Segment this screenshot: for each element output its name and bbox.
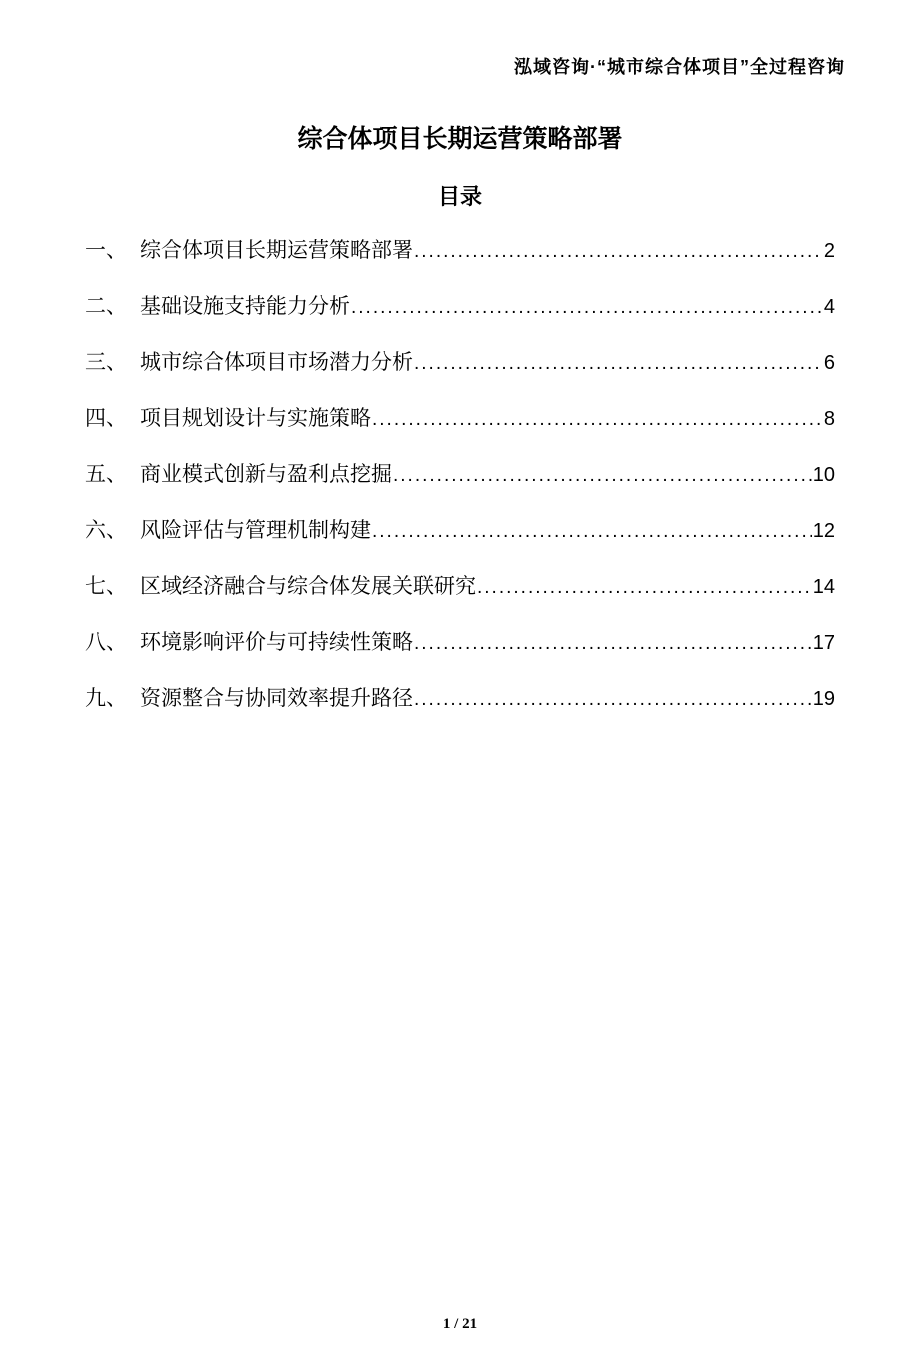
toc-entry-label: 基础设施支持能力分析 [140,294,350,318]
toc-entry[interactable] [85,517,835,545]
document-page [0,57,920,1359]
document-title: 综合体项目长期运营策略部署 [297,125,623,153]
toc-entry-label: 资源整合与协同效率提升路径 [140,686,413,710]
toc-entry-page: 14 [812,576,835,598]
page-header-text: 泓域咨询·“城市综合体项目”全过程咨询 [514,57,845,77]
toc-entry-number: 六、 [85,518,127,542]
toc-entry-page: 10 [812,464,835,486]
toc-leader-dots [351,293,823,321]
toc-entry-label: 环境影响评价与可持续性策略 [140,630,413,654]
toc-entry-label: 综合体项目长期运营策略部署 [140,238,413,262]
toc-entry-page: 2 [823,240,835,262]
toc-entry[interactable] [85,573,835,601]
toc-leader-dots [414,629,812,657]
toc-entry-label: 项目规划设计与实施策略 [140,406,371,430]
toc-leader-dots [372,405,823,433]
toc-entry-number: 八、 [85,630,127,654]
toc-entry[interactable] [85,685,835,713]
page-number-indicator: 1 / 21 [442,1316,478,1332]
toc-entry-number: 九、 [85,686,127,710]
toc-entry[interactable] [85,405,835,433]
toc-entry-label: 城市综合体项目市场潜力分析 [140,350,413,374]
toc-leader-dots [477,573,812,601]
table-of-contents [85,237,835,713]
toc-entry-label: 商业模式创新与盈利点挖掘 [140,462,392,486]
toc-leader-dots [414,685,812,713]
toc-entry-number: 一、 [85,238,127,262]
toc-entry-page: 19 [812,688,835,710]
toc-entry-label: 区域经济融合与综合体发展关联研究 [140,574,476,598]
toc-entry[interactable] [85,349,835,377]
toc-leader-dots [393,461,812,489]
toc-entry[interactable] [85,293,835,321]
toc-entry-number: 七、 [85,574,127,598]
toc-entry-page: 8 [823,408,835,430]
toc-entry[interactable] [85,461,835,489]
toc-entry-page: 12 [812,520,835,542]
toc-entry-number: 四、 [85,406,127,430]
toc-entry-number: 三、 [85,350,127,374]
toc-entry-page: 4 [823,296,835,318]
toc-entry-page: 17 [812,632,835,654]
toc-leader-dots [414,237,823,265]
toc-entry-label: 风险评估与管理机制构建 [140,518,371,542]
toc-entry-page: 6 [823,352,835,374]
toc-leader-dots [372,517,812,545]
toc-entry[interactable] [85,237,835,265]
toc-entry-number: 二、 [85,294,127,318]
toc-entry-number: 五、 [85,462,127,486]
toc-entry[interactable] [85,629,835,657]
toc-leader-dots [414,349,823,377]
toc-heading: 目录 [437,184,482,209]
